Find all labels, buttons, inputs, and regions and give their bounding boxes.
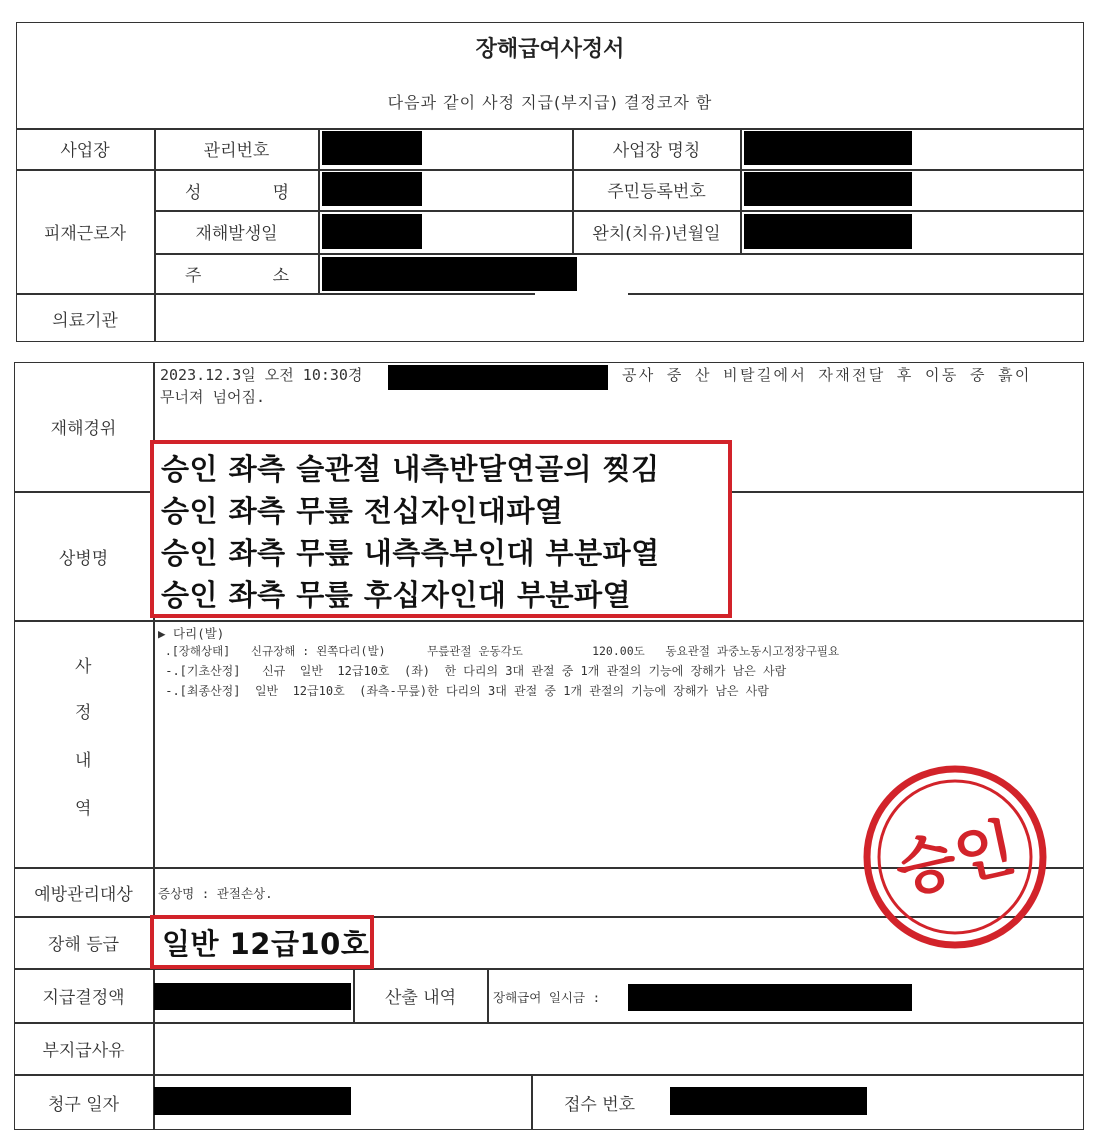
cure-date-label: 완치(치유)년월일 [592, 224, 721, 244]
redacted-workplace-name [744, 131, 912, 165]
payment-amount-label: 지급결정액 [42, 988, 125, 1008]
address-label-first: 주 [185, 266, 202, 286]
accident-text-line1-part2: 공사 중 산 비탈길에서 자재전달 후 이동 중 흙이 [622, 366, 1032, 384]
name-label-second: 명 [272, 182, 289, 203]
redacted-resident-no [744, 172, 912, 206]
redacted-accident-date [322, 214, 422, 249]
assessment-line: ▶ 다리(발) [158, 626, 225, 641]
redacted-payment-amount [154, 983, 351, 1010]
grade-label: 장해 등급 [47, 935, 120, 955]
address-label [185, 254, 289, 293]
grade-value: 일반 12급10호 [162, 927, 370, 961]
prevention-text: 증상명 : 관절손상. [158, 886, 273, 901]
diagnosis-label: 상병명 [58, 548, 109, 569]
diagnosis-item: 승인 좌측 슬관절 내측반달연골의 찢김 [161, 452, 660, 486]
nonpayment-reason-label: 부지급사유 [42, 1041, 125, 1061]
diagnosis-item: 승인 좌측 무릎 전십자인대파열 [161, 494, 564, 528]
redacted-address [322, 257, 577, 291]
assessment-label-char: 사 [75, 657, 92, 677]
redacted-name [322, 172, 422, 206]
assessment-label-char: 역 [75, 799, 92, 819]
prevention-label: 예방관리대상 [34, 884, 133, 905]
document-title: 장해급여사정서 [475, 37, 625, 62]
accident-text-line1-part1: 2023.12.3일 오전 10:30경 [160, 366, 363, 384]
assessment-label-char: 정 [75, 703, 92, 723]
workplace-name-label: 사업장 명칭 [612, 141, 701, 161]
name-label [185, 170, 289, 210]
assessment-label-char: 내 [75, 751, 92, 771]
receipt-number-label: 접수 번호 [563, 1095, 636, 1115]
workplace-label: 사업장 [60, 141, 110, 161]
accident-date-label: 재해발생일 [195, 224, 278, 244]
redacted-receipt-number [670, 1087, 867, 1115]
calculation-text: 장해급여 일시금 : [493, 990, 601, 1005]
medical-institution-label: 의료기관 [52, 310, 118, 331]
document-subtitle: 다음과 같이 사정 지급(부지급) 결정코자 함 [387, 93, 713, 112]
redacted-accident-location [388, 365, 608, 390]
injured-worker-label: 피재근로자 [43, 223, 127, 244]
calculation-label: 산출 내역 [384, 988, 457, 1008]
address-label-second: 소 [272, 266, 289, 286]
assessment-line: .[장해상태] 신규장해 : 왼쪽다리(발) 무릎관절 운동각도 120.00도 동요관절 과중노동시고정장구필요 [158, 644, 840, 658]
redacted-claim-date [154, 1087, 351, 1115]
management-no-label: 관리번호 [203, 141, 270, 161]
resident-no-label: 주민등록번호 [607, 182, 706, 202]
assessment-line: -.[기초산정] 신규 일반 12급10호 (좌) 한 다리의 3대 관절 중 1개 관절의 기능에 장해가 남은 사람 [158, 664, 787, 678]
redacted-cure-date [744, 214, 912, 249]
diagnosis-item: 승인 좌측 무릎 후십자인대 부분파열 [161, 578, 632, 612]
redacted-calculation-amount [628, 984, 912, 1011]
redacted-management-no [322, 131, 422, 165]
approval-stamp-text: 승인 [889, 810, 1022, 907]
diagnosis-item: 승인 좌측 무릎 내측측부인대 부분파열 [161, 536, 660, 570]
approval-stamp [860, 762, 1050, 952]
accident-text-line2: 무너져 넘어짐. [160, 388, 266, 406]
claim-date-label: 청구 일자 [47, 1095, 120, 1115]
assessment-line: -.[최종산정] 일반 12급10호 (좌측-무릎)한 다리의 3대 관절 중 1개 관절의 기능에 장해가 남은 사람 [158, 684, 769, 698]
accident-circumstance-label: 재해경위 [50, 419, 117, 439]
name-label-first: 성 [185, 182, 202, 203]
